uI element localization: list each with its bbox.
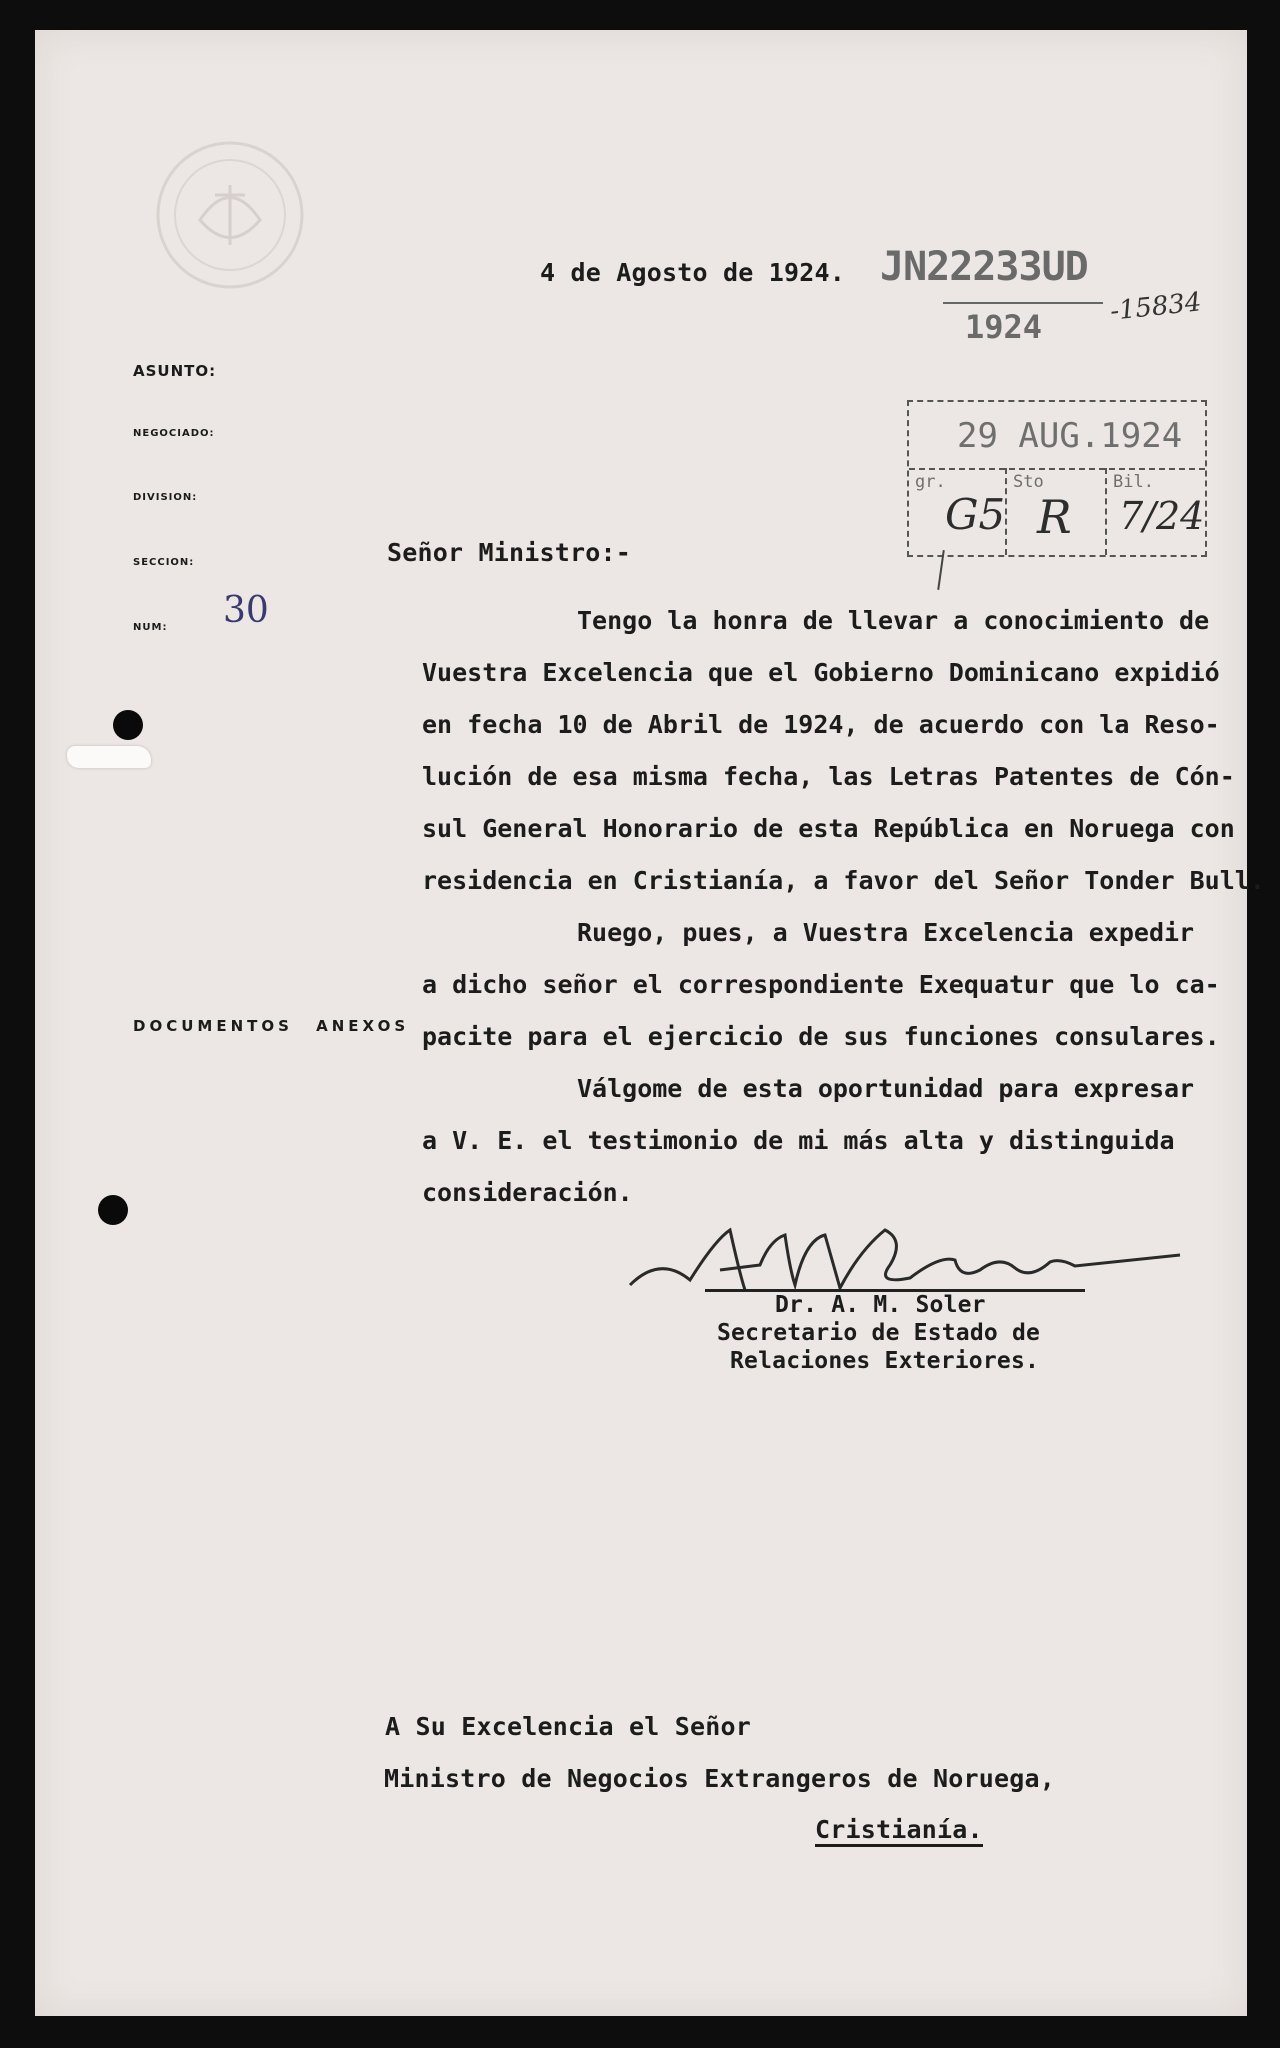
stamp-cell-value: G5 <box>945 490 1006 539</box>
received-date: 29 AUG.1924 <box>957 416 1183 456</box>
body-line: residencia en Cristianía, a favor del Señor Tonder Bull. <box>422 866 1265 895</box>
addressee-line: A Su Excelencia el Señor <box>385 1712 752 1741</box>
label-seccion: SECCION: <box>133 557 195 568</box>
stamp-row-divider <box>909 468 1205 470</box>
label-division: DIVISION: <box>133 492 198 503</box>
letter-date: 4 de Agosto de 1924. <box>540 258 846 287</box>
registration-number-stamp: JN22233UD <box>880 244 1088 290</box>
stamp-cell-value: 7/24 <box>1119 494 1205 538</box>
registration-year-stamp: 1924 <box>965 308 1043 346</box>
letter-page <box>35 30 1265 2016</box>
letter-body <box>422 595 1280 1219</box>
stamp-col-divider <box>1005 468 1007 555</box>
stamp-cell-label: Bil. <box>1113 472 1154 492</box>
stamp-col-divider <box>1105 468 1107 555</box>
received-stamp <box>907 400 1207 557</box>
body-line: sul General Honorario de esta República en Noruega con <box>422 814 1235 843</box>
label-documentos-anexos: DOCUMENTOS ANEXOS <box>133 1017 410 1035</box>
body-line: a dicho señor el correspondiente Exequatur que lo ca- <box>422 970 1220 999</box>
signatory-office: Relaciones Exteriores. <box>730 1348 1040 1374</box>
stamp-cell-label: gr. <box>915 472 946 492</box>
num-value: 30 <box>223 590 269 631</box>
body-line: a V. E. el testimonio de mi más alta y distinguida <box>422 1126 1175 1155</box>
signatory-name: Dr. A. M. Soler <box>775 1292 986 1318</box>
embossed-seal-icon <box>145 135 315 295</box>
paper-tear <box>67 746 151 768</box>
body-line: Válgome de esta oportunidad para expresar <box>577 1074 1195 1103</box>
signatory-title: Secretario de Estado de <box>717 1320 1041 1346</box>
label-asunto: ASUNTO: <box>133 362 217 380</box>
addressee-line: Ministro de Negocios Extrangeros de Noruega, <box>384 1764 1056 1793</box>
body-line: Tengo la honra de llevar a conocimiento de <box>577 606 1210 635</box>
label-num: NUM: <box>133 622 168 633</box>
salutation: Señor Ministro:- <box>387 538 632 567</box>
body-line: Vuestra Excelencia que el Gobierno Dominicano expidió <box>422 658 1220 687</box>
body-line: pacite para el ejercicio de sus funciones consulares. <box>422 1022 1220 1051</box>
body-line: Ruego, pues, a Vuestra Excelencia expedir <box>577 918 1195 947</box>
label-negociado: NEGOCIADO: <box>133 428 215 439</box>
stamp-divider <box>943 302 1103 304</box>
stamp-cell-value: R <box>1037 490 1072 544</box>
punch-hole <box>98 1195 128 1225</box>
body-line: en fecha 10 de Abril de 1924, de acuerdo con la Reso- <box>422 710 1220 739</box>
handwritten-reference: -15834 <box>1108 287 1203 327</box>
body-line: consideración. <box>422 1178 633 1207</box>
punch-hole <box>113 710 143 740</box>
stamp-cell-label: Sto <box>1013 472 1044 492</box>
addressee-city: Cristianía. <box>815 1815 983 1847</box>
body-line: lución de esa misma fecha, las Letras Patentes de Cón- <box>422 762 1235 791</box>
